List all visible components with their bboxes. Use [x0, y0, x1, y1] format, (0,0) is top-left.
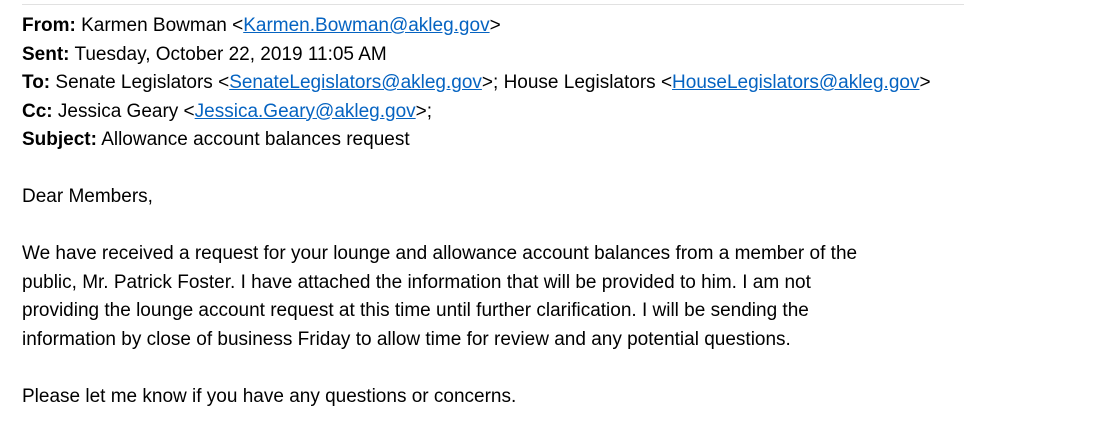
subject-row	[22, 126, 964, 155]
to-row: To: Senate Legislators <SenateLegislators@akleg.gov>; House Legislators <HouseLegislators@akleg.gov>	[22, 72, 931, 93]
body-paragraph	[22, 240, 964, 354]
sent-row	[22, 41, 964, 70]
from-row: From: Karmen Bowman <Karmen.Bowman@akleg.gov>	[22, 15, 501, 36]
closing-line: Please let me know if you have any questions or concerns.	[22, 385, 517, 407]
sent-date: Tuesday, October 22, 2019 11:05 AM	[74, 43, 387, 65]
blank-line	[22, 212, 964, 241]
to-recipient-email-link[interactable]: HouseLegislators@akleg.gov	[672, 72, 920, 93]
blank-line	[22, 354, 964, 383]
paragraph-line: public, Mr. Patrick Foster. I have attached the information that will be provided to him. I am not	[22, 271, 811, 293]
blank-line	[22, 155, 964, 184]
email-header	[22, 4, 964, 155]
paragraph-line: We have received a request for your lounge and allowance account balances from a member of the	[22, 243, 858, 264]
sent-label: Sent:	[22, 43, 70, 65]
to-recipient-name: Senate Legislators	[55, 72, 213, 93]
cc-recipient-email-link[interactable]: Jessica.Geary@akleg.gov	[194, 100, 416, 122]
email-body	[22, 183, 964, 411]
to-label: To:	[22, 72, 51, 93]
to-recipient-name: House Legislators	[503, 72, 656, 93]
greeting: Dear Members,	[22, 186, 153, 207]
subject-label: Subject:	[22, 129, 97, 150]
cc-recipient-name: Jessica Geary	[57, 100, 179, 122]
from-email-link[interactable]: Karmen.Bowman@akleg.gov	[243, 15, 490, 36]
paragraph-line: providing the lounge account request at this time until further clarification. I will be sending the	[22, 300, 809, 321]
paragraph-line: information by close of business Friday to allow time for review and any potential questions.	[22, 328, 791, 350]
cc-label: Cc:	[22, 100, 53, 122]
email-message	[22, 4, 964, 411]
cc-row: Cc: Jessica Geary <Jessica.Geary@akleg.gov>;	[22, 100, 433, 122]
subject-text: Allowance account balances request	[101, 129, 410, 150]
to-recipient-email-link[interactable]: SenateLegislators@akleg.gov	[229, 72, 482, 93]
from-name: Karmen Bowman	[81, 15, 227, 36]
from-label: From:	[22, 15, 76, 36]
